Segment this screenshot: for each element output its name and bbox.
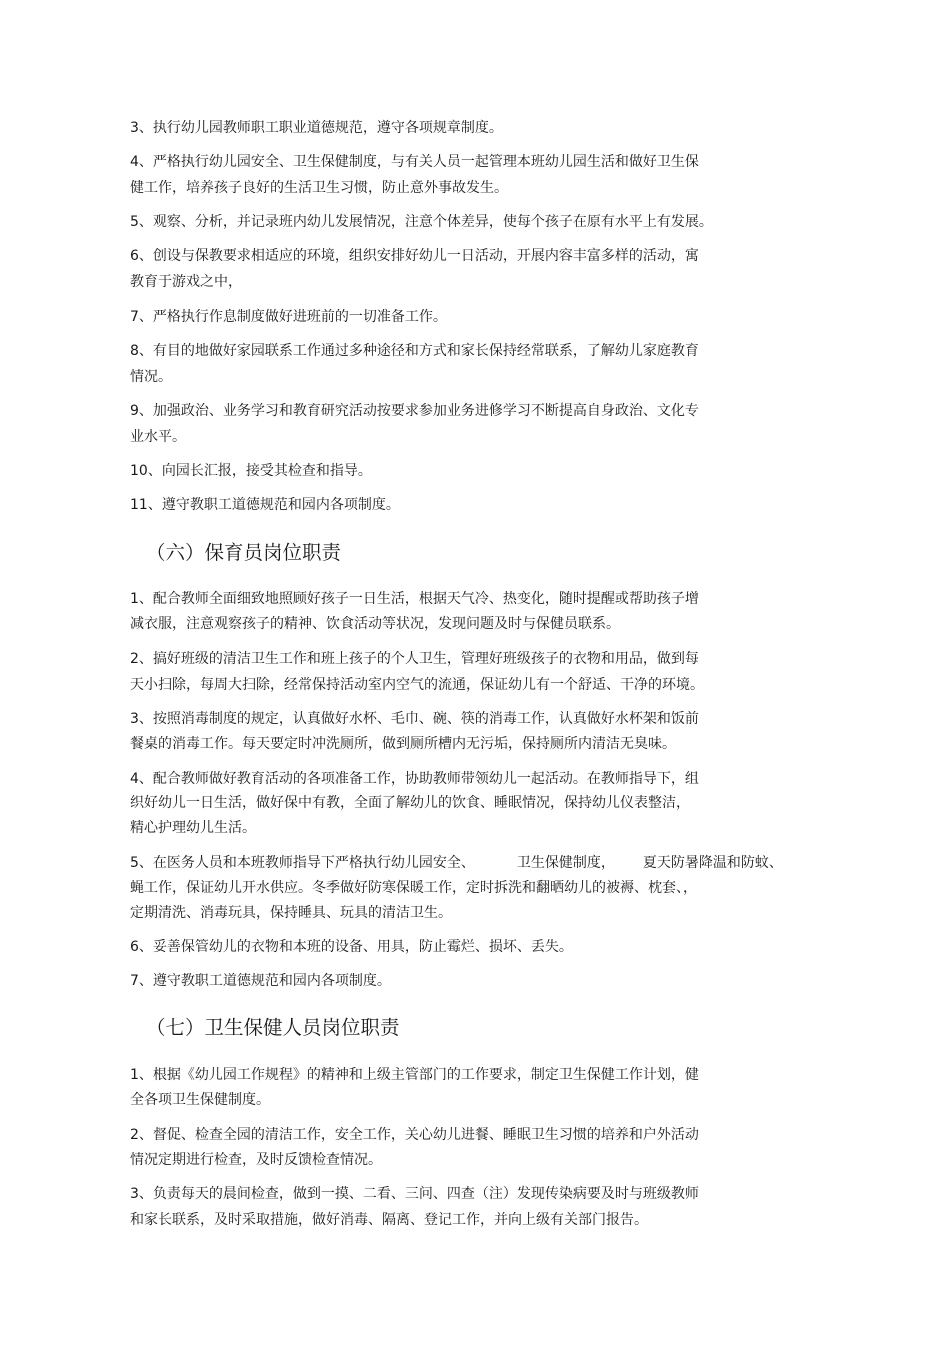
list-item-line: 精心护理幼儿生活。 — [130, 820, 256, 836]
list-item-line: 3、负责每天的晨间检查，做到一摸、二看、三问、四查（注）发现传染病要及时与班级教师 — [130, 1186, 699, 1202]
list-item-line: 和家长联系，及时采取措施，做好消毒、隔离、登记工作，并向上级有关部门报告。 — [130, 1212, 648, 1228]
list-item-line: 8、有目的地做好家园联系工作通过多种途径和方式和家长保持经常联系，了解幼儿家庭教育 — [130, 343, 699, 359]
list-item-line: 2、督促、检查全园的清洁工作，安全工作，关心幼儿进餐、睡眠卫生习惯的培养和户外活动 — [130, 1127, 699, 1143]
list-item-line — [130, 854, 783, 872]
section-heading: （六）保育员岗位职责 — [146, 541, 342, 564]
section-heading: （七）卫生保健人员岗位职责 — [146, 1016, 400, 1039]
list-item-line: 减衣服，注意观察孩子的精神、饮食活动等状况，发现问题及时与保健员联系。 — [130, 616, 620, 632]
item-text-part: 夏天防暑降温和防蚊、 — [642, 855, 783, 871]
list-item-line: 情况。 — [130, 369, 172, 385]
item-text-part: 卫生保健制度， — [516, 855, 615, 871]
list-item-line: 6、妥善保管幼儿的衣物和本班的设备、用具，防止霉烂、损坏、丢失。 — [130, 939, 573, 955]
list-item-line: 9、加强政治、业务学习和教育研究活动按要求参加业务进修学习不断提高自身政治、文化专 — [130, 403, 699, 419]
list-item-line: 4、配合教师做好教育活动的各项准备工作，协助教师带领幼儿一起活动。在教师指导下，组 — [130, 771, 699, 787]
list-item-line: 定期清洗、消毒玩具，保持睡具、玩具的清洁卫生。 — [130, 905, 452, 921]
list-item-line: 3、按照消毒制度的规定，认真做好水杯、毛巾、碗、筷的消毒工作，认真做好水杯架和饭前 — [130, 711, 699, 727]
list-item-line: 5、观察、分析，并记录班内幼儿发展情况，注意个体差异，使每个孩子在原有水平上有发展。 — [130, 214, 713, 230]
list-item-line: 1、根据《幼儿园工作规程》的精神和上级主管部门的工作要求，制定卫生保健工作计划，健 — [130, 1067, 699, 1083]
list-item-line: 3、执行幼儿园教师职工职业道德规范，遵守各项规章制度。 — [130, 120, 503, 136]
list-item-line: 10、向园长汇报，接受其检查和指导。 — [130, 463, 372, 479]
list-item-line: 天小扫除，每周大扫除，经常保持活动室内空气的流通，保证幼儿有一个舒适、干净的环境。 — [130, 677, 704, 693]
list-item-line: 全各项卫生保健制度。 — [130, 1092, 270, 1108]
item-text-part: 5、在医务人员和本班教师指导下严格执行幼儿园安全、 — [130, 855, 475, 871]
list-item-line: 餐桌的消毒工作。每天要定时冲洗厕所，做到厕所槽内无污垢，保持厕所内清洁无臭味。 — [130, 736, 676, 752]
list-item-line: 7、严格执行作息制度做好进班前的一切准备工作。 — [130, 309, 447, 325]
list-item-line: 情况定期进行检查，及时反馈检查情况。 — [130, 1152, 382, 1168]
list-item-line: 蝇工作，保证幼儿开水供应。冬季做好防寒保暖工作，定时拆洗和翻晒幼儿的被褥、枕套、， — [130, 880, 697, 896]
list-item-line: 织好幼儿一日生活，做好保中有教，全面了解幼儿的饮食、睡眠情况，保持幼儿仪表整洁， — [130, 795, 690, 811]
list-item-line: 6、创设与保教要求相适应的环境，组织安排好幼儿一日活动，开展内容丰富多样的活动，寓 — [130, 248, 699, 264]
list-item-line: 2、搞好班级的清洁卫生工作和班上孩子的个人卫生，管理好班级孩子的衣物和用品，做到每 — [130, 651, 699, 667]
list-item-line: 4、严格执行幼儿园安全、卫生保健制度，与有关人员一起管理本班幼儿园生活和做好卫生保 — [130, 154, 699, 170]
list-item-line: 教育于游戏之中， — [130, 274, 242, 290]
list-item-line: 健工作，培养孩子良好的生活卫生习惯，防止意外事故发生。 — [130, 180, 508, 196]
list-item-line: 7、遵守教职工道德规范和园内各项制度。 — [130, 973, 391, 989]
list-item-line: 业水平。 — [130, 429, 186, 445]
list-item-line: 1、配合教师全面细致地照顾好孩子一日生活，根据天气冷、热变化，随时提醒或帮助孩子增 — [130, 591, 699, 607]
list-item-line: 11、遵守教职工道德规范和园内各项制度。 — [130, 497, 400, 513]
